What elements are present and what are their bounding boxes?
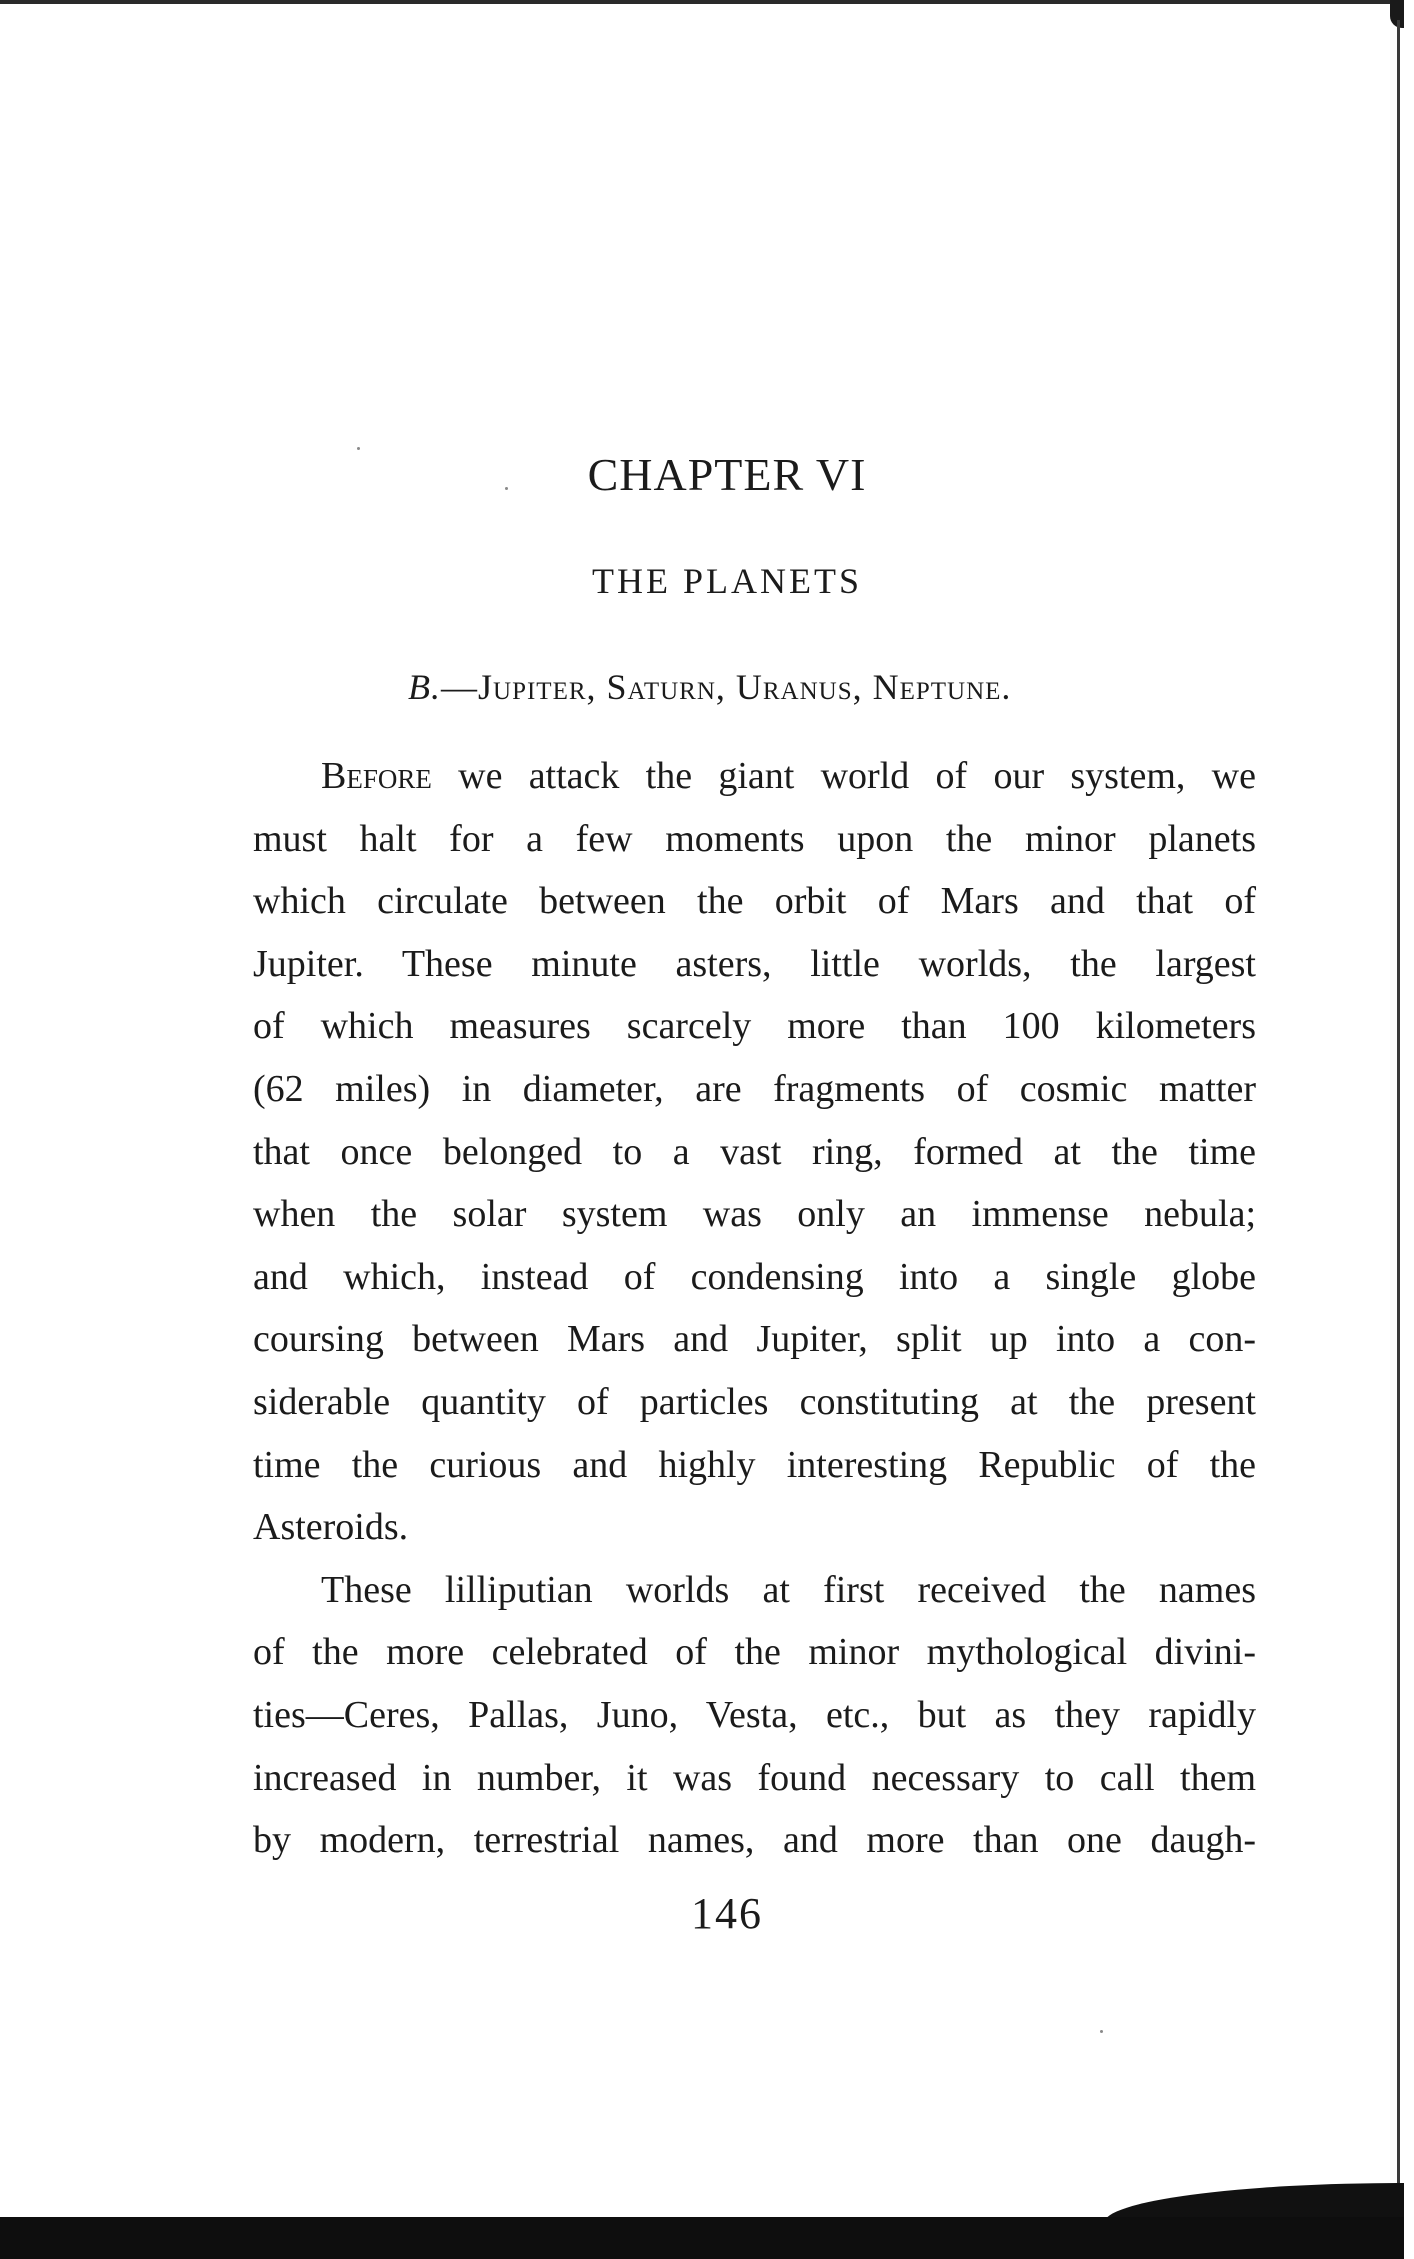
text-line: time the curious and highly interesting Republic of the xyxy=(253,1443,1256,1486)
text-line: Jupiter. These minute asters, little worlds, the largest xyxy=(253,942,1256,985)
text-line: which circulate between the orbit of Mars and that of xyxy=(253,880,1256,923)
text-line: siderable quantity of particles constituting at the present xyxy=(253,1380,1256,1423)
body-text xyxy=(253,745,1256,1872)
text-line: (62 miles) in diameter, are fragments of cosmic matter xyxy=(253,1067,1256,1110)
chapter-title: THE PLANETS xyxy=(592,561,862,601)
text-line: of which measures scarcely more than 100 kilometers xyxy=(253,1005,1256,1048)
subtitle-text: —Jupiter, Saturn, Uranus, Neptune. xyxy=(441,667,1012,707)
paragraph-lead-word: Before xyxy=(321,755,432,797)
text-line: ties—Ceres, Pallas, Juno, Vesta, etc., but as they rapidly xyxy=(253,1693,1256,1736)
paragraph-1 xyxy=(253,745,1256,1559)
text-line: when the solar system was only an immense nebula; xyxy=(253,1193,1256,1236)
page-number: 146 xyxy=(691,1889,763,1938)
text-line: must halt for a few moments upon the minor planets xyxy=(253,817,1256,860)
text-line: and which, instead of condensing into a single globe xyxy=(253,1255,1256,1298)
text-line: increased in number, it was found necessary to call them xyxy=(253,1756,1256,1799)
scan-right-edge xyxy=(1397,20,1400,2210)
scan-top-edge xyxy=(0,0,1394,4)
scan-speck xyxy=(1100,2030,1103,2033)
scan-bottom-edge xyxy=(0,2217,1404,2259)
subtitle-prefix: B. xyxy=(408,667,441,707)
text-line: These lilliputian worlds at first received the names xyxy=(321,1568,1256,1611)
text-line: of the more celebrated of the minor mythological divini- xyxy=(253,1631,1256,1674)
text-line: Before we attack the giant world of our system, we xyxy=(321,755,1256,797)
text-line: coursing between Mars and Jupiter, split up into a con- xyxy=(253,1318,1256,1361)
text-line: by modern, terrestrial names, and more than one daugh- xyxy=(253,1819,1256,1862)
paragraph-2 xyxy=(253,1559,1256,1872)
chapter-heading: CHAPTER VI xyxy=(587,449,867,500)
text-line: that once belonged to a vast ring, formed at the time xyxy=(253,1130,1256,1173)
chapter-subtitle xyxy=(408,666,1011,708)
text-line: Asteroids. xyxy=(253,1506,409,1549)
